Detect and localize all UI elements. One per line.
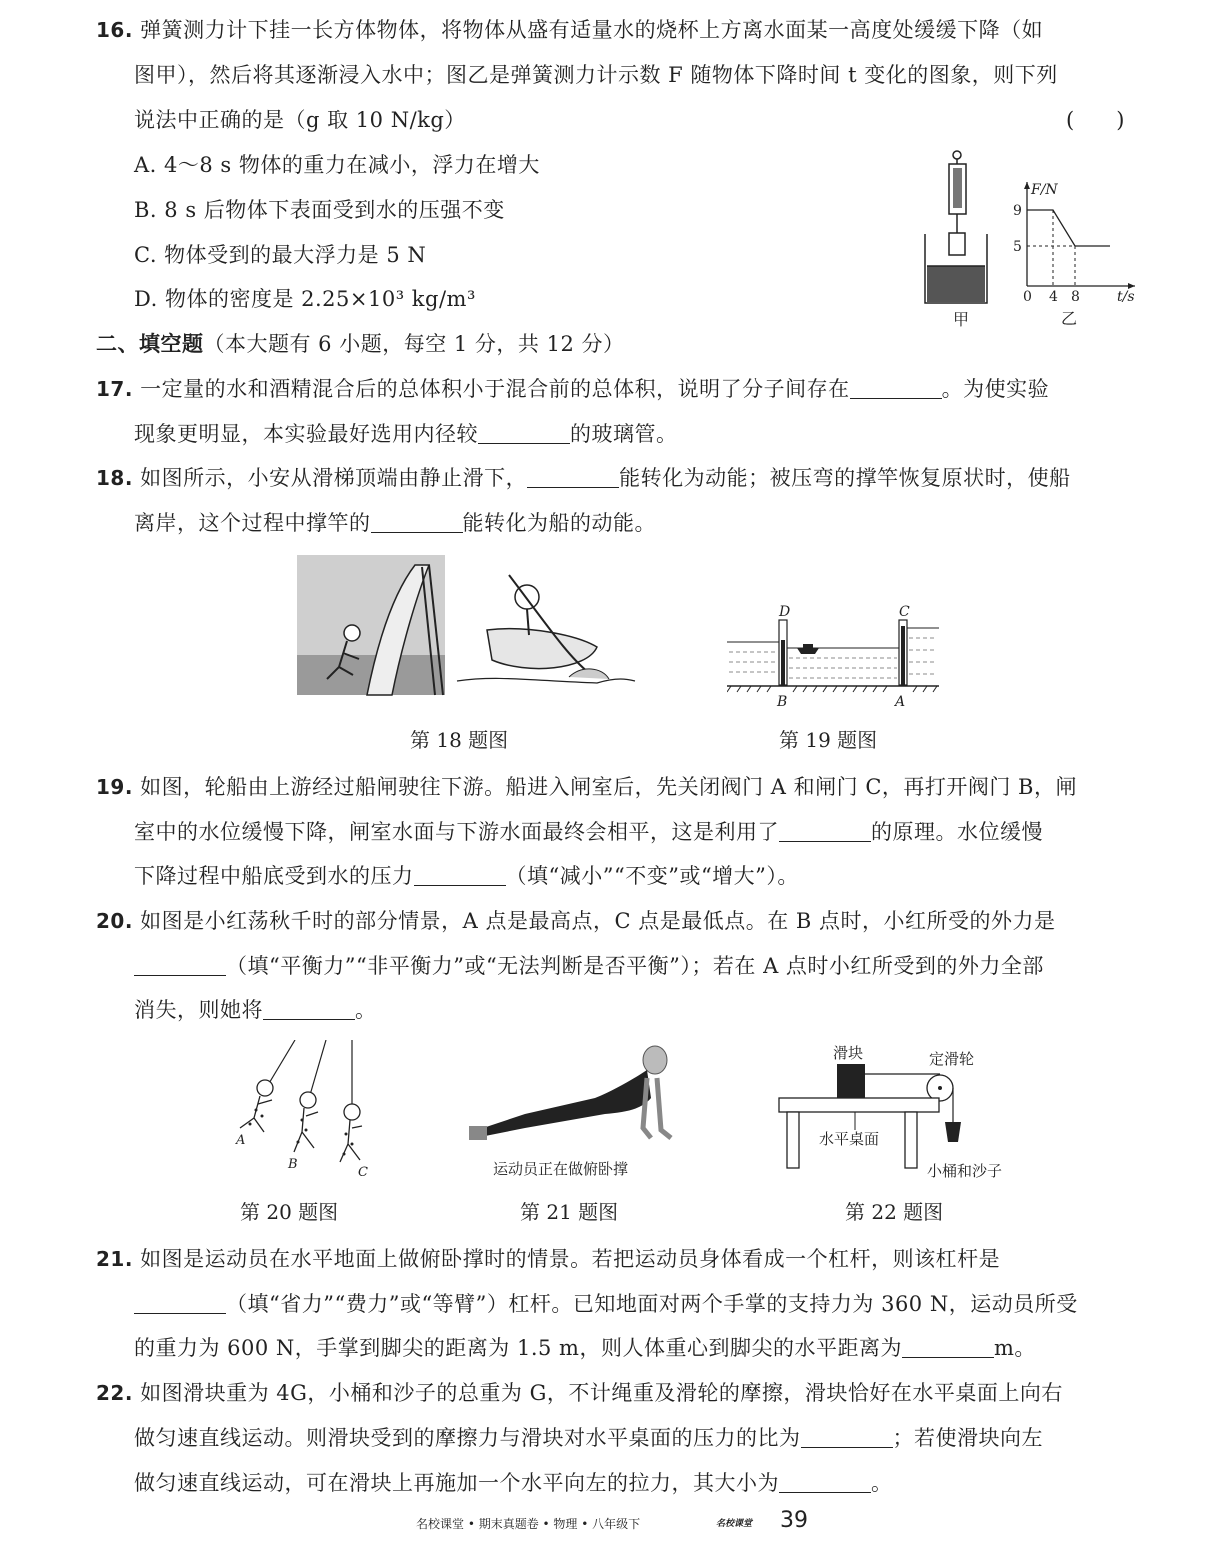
q16-line1 xyxy=(96,16,1043,44)
label-b: B xyxy=(288,1157,298,1172)
answer-blank[interactable] xyxy=(527,467,619,488)
graph-xtick-8: 8 xyxy=(1071,289,1080,305)
q16-text1: 弹簧测力计下挂一长方体物体，将物体从盛有适量水的烧杯上方离水面某一高度处缓缓下降（如 xyxy=(140,18,1044,42)
caption-figure-19: 第 19 题图 xyxy=(779,728,878,752)
figure-18-slide-and-boat xyxy=(297,555,637,700)
answer-blank[interactable] xyxy=(134,955,226,976)
caption-figure-20: 第 20 题图 xyxy=(240,1200,339,1224)
q19-line2: 室中的水位缓慢下降，闸室水面与下游水面最终会相平，这是利用了 的原理。水位缓慢 xyxy=(134,820,1043,844)
label-pulley: 定滑轮 xyxy=(929,1050,975,1068)
graph-ytick-5: 5 xyxy=(1013,239,1022,255)
figure-label-yi: 乙 xyxy=(1061,309,1078,326)
label-c: C xyxy=(899,604,910,620)
answer-blank[interactable] xyxy=(414,865,506,886)
q20-line3: 消失，则她将 。 xyxy=(134,998,377,1022)
q18-line1: 18. 如图所示，小安从滑梯顶端由静止滑下， 能转化为动能；被压弯的撑竿恢复原状时，使船 xyxy=(96,466,1071,490)
answer-blank[interactable] xyxy=(801,1427,893,1448)
answer-parenthesis: ( ) xyxy=(1066,108,1125,132)
figure-16-jia-spring-scale xyxy=(915,148,995,328)
q18-line2: 离岸，这个过程中撑竿的 能转化为船的动能。 xyxy=(134,511,656,535)
label-a: A xyxy=(236,1133,246,1148)
q22-line2: 做匀速直线运动。则滑块受到的摩擦力与滑块对水平桌面的压力的比为 ；若使滑块向左 xyxy=(134,1426,1043,1450)
figure-22-pulley xyxy=(775,1040,1025,1185)
figure-21-pushup xyxy=(465,1038,695,1188)
q16-option-c: C. 物体受到的最大浮力是 5 N xyxy=(134,243,427,267)
q21-line3: 的重力为 600 N，手掌到脚尖的距离为 1.5 m，则人体重心到脚尖的水平距离为 m。 xyxy=(134,1336,1036,1360)
label-b: B xyxy=(777,694,788,710)
q22-line1: 22. 如图滑块重为 4G，小桶和沙子的总重为 G，不计绳重及滑轮的摩擦，滑块恰好在水平桌面上向右 xyxy=(96,1381,1063,1405)
label-block: 滑块 xyxy=(833,1044,864,1062)
footer-logo: 名校课堂 xyxy=(716,1519,753,1529)
q22-line3: 做匀速直线运动，可在滑块上再施加一个水平向左的拉力，其大小为 。 xyxy=(134,1471,893,1495)
section-2-note: （本大题有 6 小题，每空 1 分，共 12 分） xyxy=(203,332,625,356)
q19-number: 19. xyxy=(96,775,133,799)
graph-xlabel: t/s xyxy=(1117,289,1135,305)
q20-number: 20. xyxy=(96,909,133,933)
label-d: D xyxy=(779,604,791,620)
q22-number: 22. xyxy=(96,1381,133,1405)
answer-blank[interactable] xyxy=(779,821,871,842)
q17-line1: 17. 一定量的水和酒精混合后的总体积小于混合前的总体积，说明了分子间存在 。为使实验 xyxy=(96,377,1050,401)
graph-xtick-4: 4 xyxy=(1049,289,1058,305)
label-table: 水平桌面 xyxy=(819,1130,880,1148)
caption-figure-22: 第 22 题图 xyxy=(845,1200,944,1224)
graph-line xyxy=(1027,210,1110,246)
q20-line2: （填“平衡力”“非平衡力”或“无法判断是否平衡”）；若在 A 点时小红所受到的外力全部 xyxy=(134,952,1044,980)
q16-line3: 说法中正确的是（g 取 10 N/kg） xyxy=(134,108,466,132)
caption-figure-21: 第 21 题图 xyxy=(520,1200,619,1224)
label-bucket: 小桶和沙子 xyxy=(927,1162,1003,1180)
answer-blank[interactable] xyxy=(779,1472,871,1493)
q16-number: 16. xyxy=(96,18,133,42)
q20-line1: 20. 如图是小红荡秋千时的部分情景，A 点是最高点，C 点是最低点。在 B 点时，小红所受的外力是 xyxy=(96,909,1056,933)
answer-blank[interactable] xyxy=(263,999,355,1020)
label-c: C xyxy=(358,1165,368,1180)
figure-21-label: 运动员正在做俯卧撑 xyxy=(493,1160,629,1178)
answer-blank[interactable] xyxy=(850,378,942,399)
answer-blank[interactable] xyxy=(371,512,463,533)
q17-number: 17. xyxy=(96,377,133,401)
graph-ylabel: F/N xyxy=(1031,182,1058,198)
q16-line2: 图甲），然后将其逐渐浸入水中；图乙是弹簧测力计示数 F 随物体下降时间 t 变化的图象，则下列 xyxy=(134,63,1058,87)
label-a: A xyxy=(895,694,906,710)
q21-number: 21. xyxy=(96,1247,133,1271)
section-2-header xyxy=(96,330,625,358)
q17-line2: 现象更明显，本实验最好选用内径较 的玻璃管。 xyxy=(134,422,678,446)
graph-ytick-9: 9 xyxy=(1013,203,1022,219)
q21-line1: 21. 如图是运动员在水平地面上做俯卧撑时的情景。若把运动员身体看成一个杠杆，则该杠杆是 xyxy=(96,1247,1001,1271)
answer-blank[interactable] xyxy=(478,423,570,444)
q18-number: 18. xyxy=(96,466,133,490)
figure-16-yi-graph xyxy=(1005,176,1145,326)
figure-label-jia: 甲 xyxy=(953,310,970,328)
q16-option-a: A. 4～8 s 物体的重力在减小，浮力在增大 xyxy=(134,153,540,177)
caption-figure-18: 第 18 题图 xyxy=(410,728,509,752)
footer-text: 名校课堂 • 期末真题卷 • 物理 • 八年级下 xyxy=(416,1517,641,1531)
section-2-title: 二、填空题 xyxy=(96,332,204,356)
q16-option-d: D. 物体的密度是 2.25×10³ kg/m³ xyxy=(134,287,476,311)
q21-line2: （填“省力”“费力”或“等臂”）杠杆。已知地面对两个手掌的支持力为 360 N，运动员所受 xyxy=(134,1290,1078,1318)
answer-blank[interactable] xyxy=(134,1293,226,1314)
graph-xtick-0: 0 xyxy=(1023,289,1032,305)
q19-line3: 下降过程中船底受到水的压力 （填“减小”“不变”或“增大”）。 xyxy=(134,864,799,888)
q16-option-b: B. 8 s 后物体下表面受到水的压强不变 xyxy=(134,198,505,222)
figure-20-swing xyxy=(210,1040,380,1180)
answer-blank[interactable] xyxy=(902,1337,994,1358)
q19-line1: 19. 如图，轮船由上游经过船闸驶往下游。船进入闸室后，先关闭阀门 A 和闸门 C，再打开阀门 B，闸 xyxy=(96,775,1077,799)
page-number: 39 xyxy=(780,1508,808,1533)
figure-19-ship-lock xyxy=(727,600,942,710)
